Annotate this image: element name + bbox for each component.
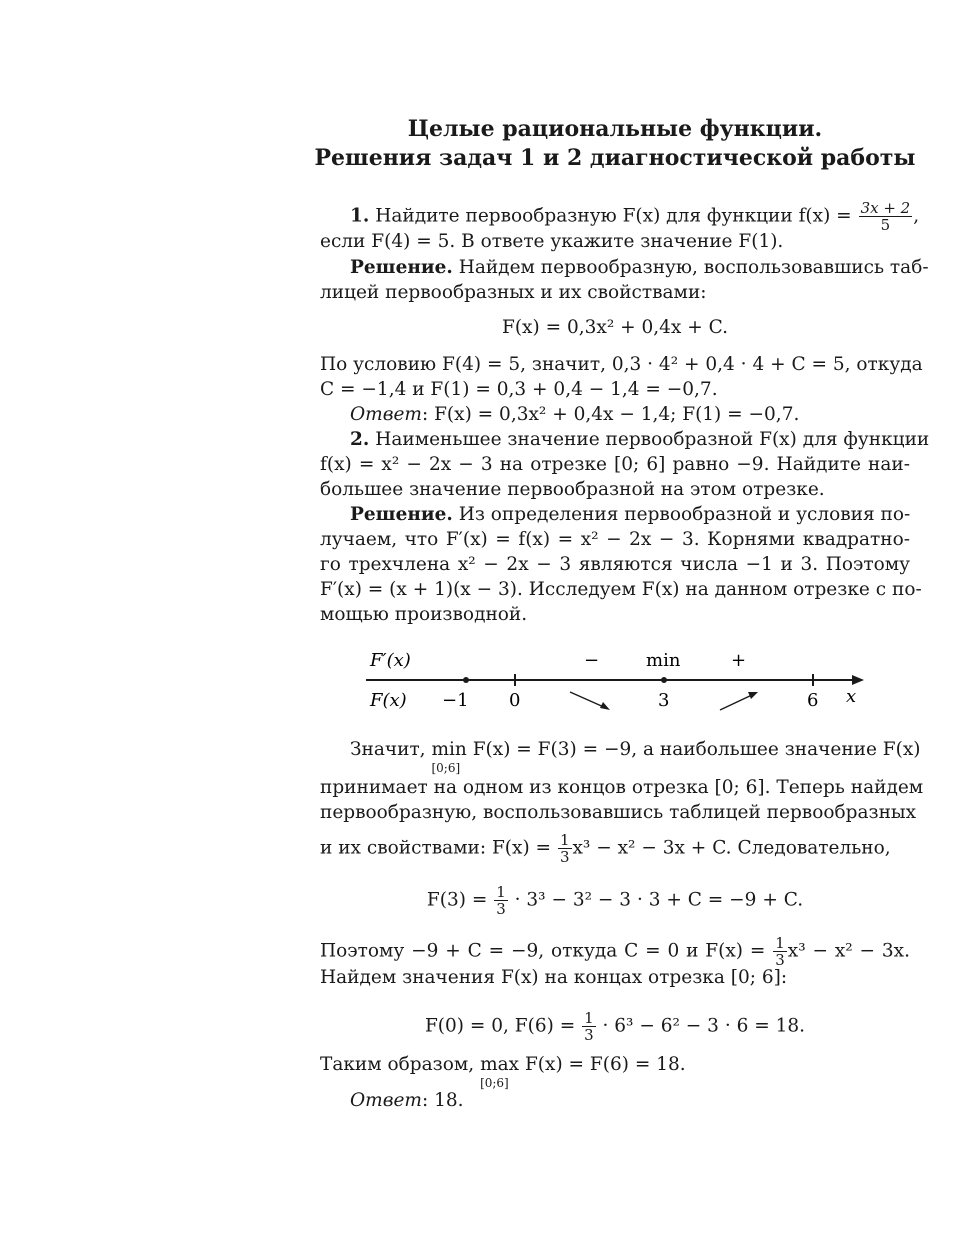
- problem2-line3: большее значение первообразной на этом отрезке.: [320, 479, 825, 500]
- problem1-solution-line2: лицей первообразных и их свойствами:: [320, 282, 707, 303]
- find-values-line: Найдем значения F(x) на концах отрезка [0; 6]:: [320, 967, 788, 988]
- fraction-one-third: $\frac{1}{3}$: [775, 934, 785, 969]
- problem2-number: 2.: [350, 429, 370, 450]
- plus-sign: +: [731, 650, 747, 671]
- min-operator: min [0;6]: [431, 738, 466, 762]
- fraction-one-third: $\frac{1}{3}$: [496, 883, 506, 918]
- point-three: [661, 677, 667, 683]
- fraction-numerator: 3x + 2: [860, 199, 911, 217]
- conclusion-line1: Значит, min [0;6] F(x) = F(3) = −9, а наибольшее значение F(x): [350, 738, 910, 762]
- problem1-answer: Ответ: F(x) = 0,3x² + 0,4x − 1,4; F(1) = −0,7.: [350, 404, 800, 425]
- problem2-sol2: лучаем, что F′(x) = f(x) = x² − 2x − 3. Корнями квадратно-: [320, 529, 910, 550]
- min-label: min: [646, 650, 681, 671]
- increasing-arrowhead: [748, 692, 758, 699]
- fraction-one-third: $\frac{1}{3}$: [559, 831, 570, 866]
- page-title-line1: Целые рациональные функции.: [407, 116, 823, 142]
- solution-label: Решение.: [350, 504, 453, 525]
- problem2-line1: 2. Наименьшее значение первообразной F(x) для функции: [350, 429, 930, 450]
- sign-diagram: [360, 640, 880, 720]
- axis-arrowhead: [852, 675, 864, 685]
- axis-x-label: x: [846, 686, 857, 707]
- fraction-denominator: 5: [880, 216, 891, 234]
- point-minus-one: [463, 677, 469, 683]
- problem2-answer: Ответ: 18.: [350, 1090, 464, 1111]
- thus-line: Таким образом, max [0;6] F(x) = F(6) = 18.: [320, 1053, 910, 1077]
- max-subscript: [0;6]: [480, 1076, 509, 1090]
- problem2-sol1: Решение. Из определения первообразной и условия по-: [350, 504, 911, 525]
- minus-sign: −: [584, 650, 600, 671]
- page-title-line2: Решения задач 1 и 2 диагностической работы: [314, 145, 916, 171]
- increasing-arrow: [720, 694, 754, 710]
- answer-label: Ответ: [350, 404, 422, 425]
- max-operator: max [0;6]: [480, 1053, 519, 1077]
- values-formula: F(0) = 0, F(6) = $\frac{1}{3}$ · 6³ − 6² − 3 · 6 = 18.: [424, 1009, 806, 1044]
- tick-label: 6: [807, 690, 819, 711]
- decreasing-arrow: [570, 692, 606, 708]
- min-subscript: [0;6]: [431, 761, 461, 775]
- therefore-line: Поэтому −9 + C = −9, откуда C = 0 и F(x) = $\frac{1}{3}$ x³ − x² − 3x.: [320, 934, 911, 969]
- solution-label: Решение.: [350, 257, 453, 278]
- problem1-formula: F(x) = 0,3x² + 0,4x + C.: [502, 317, 728, 338]
- tick-label: 0: [509, 690, 521, 711]
- problem1-cond-line2: C = −1,4 и F(1) = 0,3 + 0,4 − 1,4 = −0,7.: [320, 379, 718, 400]
- problem2-sol3: го трехчлена x² − 2x − 3 являются числа −1 и 3. Поэтому: [320, 554, 910, 575]
- conclusion-line4: и их свойствами: F(x) = $\frac{1}{3}$ x³ − x² − 3x + C. Следовательно,: [320, 831, 891, 866]
- fraction-one-third: $\frac{1}{3}$: [584, 1009, 594, 1044]
- problem1-solution-line1: Решение. Найдем первообразную, воспользовавшись таб-: [350, 257, 929, 278]
- tick-label: −1: [442, 690, 469, 711]
- problem1-condition: если F(4) = 5. В ответе укажите значение F(1).: [320, 231, 784, 252]
- answer-label: Ответ: [350, 1090, 422, 1111]
- problem1-statement: [350, 199, 920, 234]
- f-label: F(x): [370, 690, 407, 711]
- decreasing-arrowhead: [600, 702, 610, 710]
- problem1-cond-line1: По условию F(4) = 5, значит, 0,3 · 4² + 0,4 · 4 + C = 5, откуда: [320, 354, 923, 375]
- conclusion-line3: первообразную, воспользовавшись таблицей первообразных: [320, 802, 917, 823]
- tick-label: 3: [658, 690, 670, 711]
- f3-formula: F(3) = $\frac{1}{3}$ · 3³ − 3² − 3 · 3 + C = −9 + C.: [426, 883, 804, 918]
- problem1-text-b: ,: [913, 205, 920, 227]
- conclusion-line2: принимает на одном из концов отрезка [0; 6]. Теперь найдем: [320, 777, 924, 798]
- problem2-sol5: мощью производной.: [320, 604, 528, 625]
- problem1-text-a: Найдите первообразную F(x) для функции f(x) =: [369, 205, 858, 227]
- problem1-fraction: [859, 200, 913, 233]
- problem1-number: 1.: [350, 205, 370, 227]
- problem2-sol4: F′(x) = (x + 1)(x − 3). Исследуем F(x) на данном отрезке с по-: [320, 579, 922, 600]
- fprime-label: F′(x): [370, 650, 411, 671]
- problem2-line2: f(x) = x² − 2x − 3 на отрезке [0; 6] равно −9. Найдите наи-: [320, 454, 910, 475]
